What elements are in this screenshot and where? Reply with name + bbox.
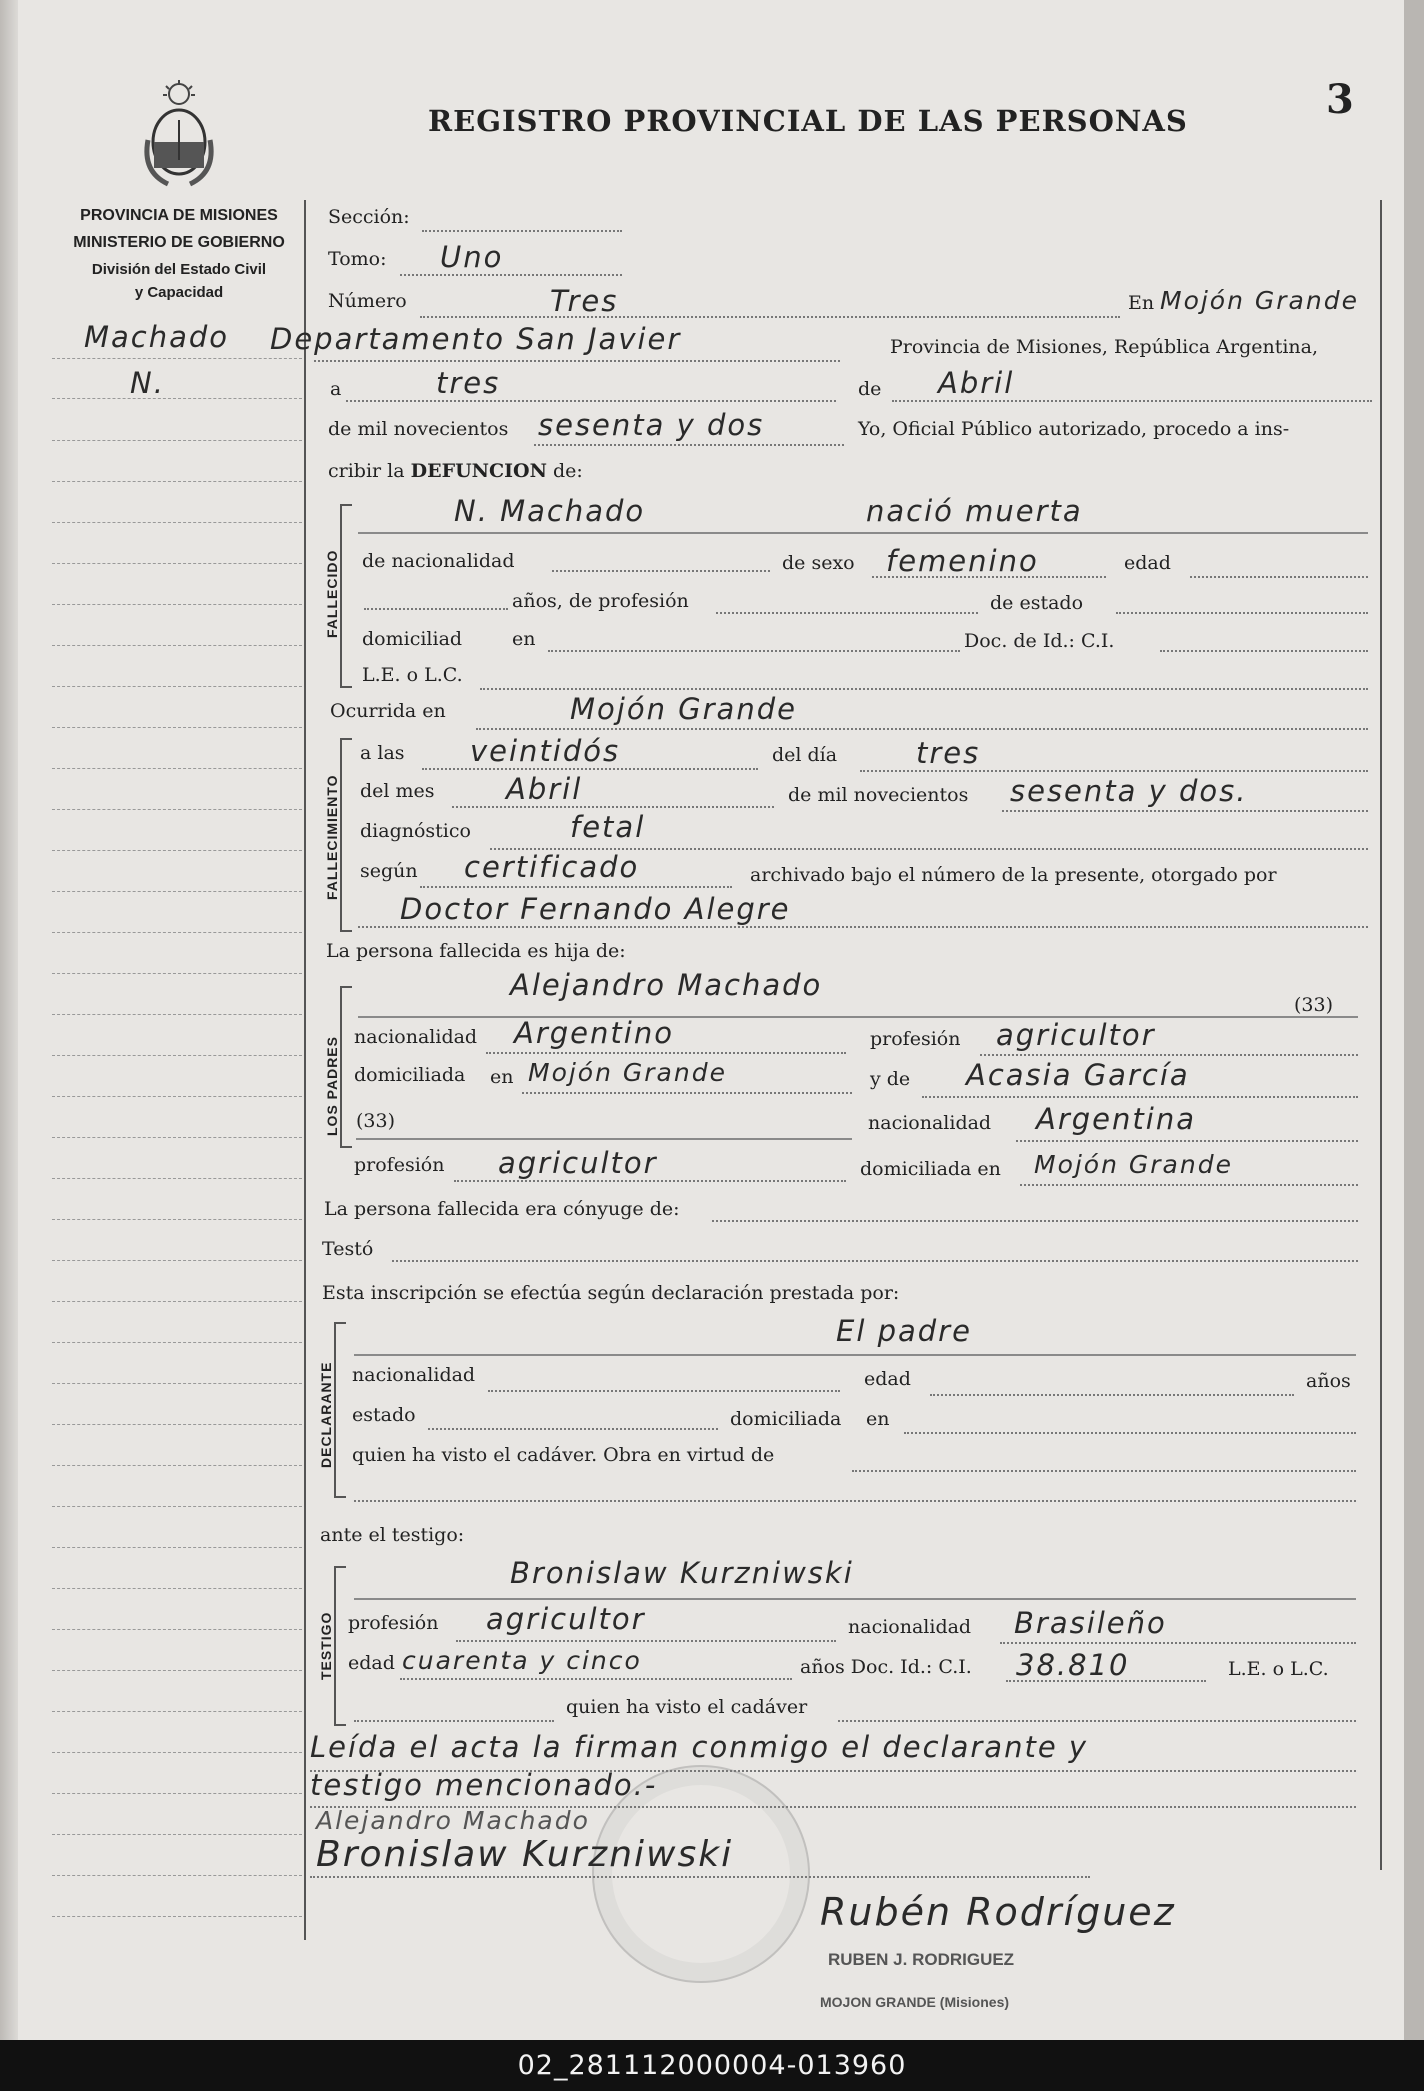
anios-profesion-label: años, de profesión (512, 590, 689, 612)
diagnostico-label: diagnóstico (360, 820, 471, 842)
declarante-intro: Esta inscripción se efectúa según declaración prestada por: (322, 1282, 900, 1304)
padres-bracket (340, 986, 352, 1148)
padre-profesion-line (980, 1054, 1358, 1056)
diagnostico-value: fetal (570, 810, 646, 844)
domiciliad-label: domiciliad (362, 628, 463, 650)
margin-rule (52, 604, 302, 605)
margin-rule (52, 522, 302, 523)
testigo-bracket (334, 1566, 346, 1726)
dia-value: tres (436, 366, 501, 400)
fallecimiento-side-label: FALLECIMIENTO (324, 774, 340, 900)
madre-value: Acasia García (966, 1058, 1190, 1092)
testigo-nombre: Bronislaw Kurzniwski (510, 1556, 854, 1590)
anios-line (364, 608, 508, 610)
madre-domiciliada-label: domiciliada en (860, 1158, 1001, 1180)
conyuge-label: La persona fallecida era cónyuge de: (324, 1198, 680, 1220)
y-de-label: y de (870, 1068, 911, 1090)
mes-value: Abril (938, 366, 1015, 400)
padre-edad: (33) (1294, 994, 1334, 1016)
archivado-text: archivado bajo el número de la presente, otorgado por (750, 864, 1277, 886)
a-las-label: a las (360, 742, 405, 764)
margin-rule (52, 645, 302, 646)
padre-value: Alejandro Machado (510, 968, 823, 1002)
fallecido-nombre: N. Machado (454, 494, 646, 528)
seccion-label: Sección: (328, 206, 410, 228)
cribir-text: cribir la (328, 460, 405, 482)
nacionalidad-padre-label: nacionalidad (354, 1026, 478, 1048)
ministry-line: División del Estado Civil (91, 261, 267, 278)
padre-nacionalidad-line (486, 1052, 846, 1054)
margin-rule (52, 1260, 302, 1261)
le-label: L.E. o L.C. (362, 664, 463, 686)
margin-rule (52, 1506, 302, 1507)
estado-label: de estado (990, 592, 1084, 614)
madre-nacionalidad: Argentina (1036, 1102, 1196, 1136)
testigo-ci-line (1006, 1680, 1206, 1682)
testigo-profesion-label: profesión (348, 1612, 439, 1634)
officer-stamp-name: RUBEN J. RODRIGUEZ (828, 1950, 1015, 1969)
testigo-nacionalidad: Brasileño (1014, 1606, 1167, 1640)
departamento-line (314, 360, 840, 362)
mes-fallecimiento-value: Abril (506, 772, 583, 806)
margin-name: Machado (84, 320, 230, 354)
margin-rule (52, 727, 302, 728)
margin-rule (52, 440, 302, 441)
margin-rule (52, 1096, 302, 1097)
margin-rule (52, 1711, 302, 1712)
signature-testigo: Bronislaw Kurzniwski (316, 1834, 734, 1875)
page-binding (0, 0, 18, 2040)
image-caption: 02_281112000004-013960 (0, 2040, 1424, 2091)
margin-rule (52, 1055, 302, 1056)
fallecido-nacio: nació muerta (866, 494, 1083, 528)
segun-line (420, 886, 732, 888)
margin-rule (52, 1383, 302, 1384)
declarante-side-label: DECLARANTE (318, 1361, 334, 1468)
sexo-label: de sexo (782, 552, 855, 574)
anio-value: sesenta y dos (538, 408, 765, 442)
testigo-visto-text: quien ha visto el cadáver (566, 1696, 808, 1718)
de-mil-label: de mil novecientos (328, 418, 509, 440)
madre-line (922, 1096, 1358, 1098)
padre-domicilio-line (522, 1092, 852, 1094)
frame-right (1380, 200, 1382, 1870)
testigo-edad-label: edad (348, 1652, 395, 1674)
testigo-side-label: TESTIGO (318, 1611, 334, 1680)
page-number: 3 (1326, 76, 1354, 123)
declarante-domiciliada-label: domiciliada (730, 1408, 842, 1430)
page-edge (1404, 0, 1424, 2040)
madre-profesion: agricultor (498, 1146, 658, 1180)
sexo-value: femenino (886, 544, 1039, 578)
testigo-edad: cuarenta y cinco (402, 1646, 642, 1675)
nacionalidad-label: de nacionalidad (362, 550, 515, 572)
anio-fallecimiento-value: sesenta y dos. (1010, 774, 1248, 808)
oficial-text: Yo, Oficial Público autorizado, procedo a ins- (858, 418, 1290, 440)
margin-rule (52, 481, 302, 482)
del-mes-label: del mes (360, 780, 435, 802)
mil-label: de mil novecientos (788, 784, 969, 806)
padres-intro: La persona fallecida es hija de: (326, 940, 626, 962)
officer-signature: Rubén Rodríguez (820, 1890, 1176, 1934)
margin-divider (304, 200, 306, 1940)
fallecido-name-line (358, 532, 1368, 534)
margin-rule (52, 398, 302, 399)
declarante-nacionalidad-line (488, 1390, 840, 1392)
declarante-visto-text: quien ha visto el cadáver. Obra en virtud de (352, 1444, 775, 1466)
mes-fallecimiento-line (452, 806, 774, 808)
numero-label: Número (328, 290, 407, 312)
margin-rule (52, 686, 302, 687)
en-padre-label: en (490, 1066, 514, 1088)
declarante-line (354, 1354, 1356, 1356)
officer-stamp-place: MOJON GRANDE (Misiones) (820, 1994, 1010, 2010)
testigo-nombre-line (354, 1598, 1356, 1600)
anio-line (534, 444, 844, 446)
padre-domicilio: Mojón Grande (528, 1058, 727, 1087)
closing-line2: testigo mencionado.- (310, 1768, 658, 1802)
madre-profesion-line (454, 1180, 846, 1182)
madre-edad: (33) (356, 1110, 396, 1132)
tomo-value: Uno (440, 240, 504, 274)
tomo-label: Tomo: (328, 248, 387, 270)
ocurrida-label: Ocurrida en (330, 700, 446, 722)
ministry-line: y Capacidad (134, 284, 224, 301)
en-label: En (1128, 292, 1155, 314)
domicilio-line (548, 650, 960, 652)
en-label-fallecido: en (512, 628, 536, 650)
domiciliada-padre-label: domiciliada (354, 1064, 466, 1086)
madre-domicilio-line (1020, 1184, 1358, 1186)
margin-initial: N. (130, 366, 165, 400)
edad-line (1190, 576, 1368, 578)
fallecido-side-label: FALLECIDO (324, 549, 340, 638)
padres-side-label: LOS PADRES (324, 1036, 340, 1136)
declarante-en-label: en (866, 1408, 890, 1430)
profesion-padre-label: profesión (870, 1028, 961, 1050)
ministry-line: PROVINCIA DE MISIONES (80, 207, 278, 224)
margin-rule (52, 1342, 302, 1343)
declarante-extra-line (354, 1500, 1356, 1502)
testigo-anios-doc-label: años Doc. Id.: C.I. (800, 1656, 972, 1678)
padre-line (358, 1016, 1358, 1018)
del-dia-label: del día (772, 744, 838, 766)
testigo-intro: ante el testigo: (320, 1524, 465, 1546)
margin-rule (52, 1629, 302, 1630)
nacionalidad-line (552, 570, 770, 572)
margin-rule (52, 1670, 302, 1671)
dia-line (346, 400, 836, 402)
mes-line (892, 400, 1372, 402)
coat-of-arms-icon (138, 80, 220, 188)
conyuge-line (712, 1220, 1358, 1222)
document-title: REGISTRO PROVINCIAL DE LAS PERSONAS (428, 104, 1188, 138)
declarante-anios-label: años (1306, 1370, 1351, 1392)
en-value: Mojón Grande (1160, 286, 1359, 315)
testigo-le-label: L.E. o L.C. (1228, 1658, 1329, 1680)
margin-rule (52, 1301, 302, 1302)
madre-nacionalidad-label: nacionalidad (868, 1112, 992, 1134)
otorgado-value: Doctor Fernando Alegre (400, 892, 791, 926)
declarante-edad-label: edad (864, 1368, 911, 1390)
declarante-edad-line (930, 1394, 1294, 1396)
margin-rule (52, 1834, 302, 1835)
testigo-visto-line (354, 1720, 554, 1722)
doc-label: Doc. de Id.: C.I. (964, 630, 1115, 652)
margin-rule (52, 1547, 302, 1548)
testigo-profesion: agricultor (486, 1602, 646, 1636)
cribir-line (328, 460, 583, 482)
hora-line (422, 768, 758, 770)
defuncion-text: DEFUNCION (410, 460, 547, 482)
segun-value: certificado (464, 850, 640, 884)
margin-rule (52, 563, 302, 564)
testigo-profesion-line (456, 1640, 836, 1642)
margin-rule (52, 932, 302, 933)
testo-line (392, 1260, 1358, 1262)
tomo-line (400, 274, 622, 276)
a-label: a (330, 378, 342, 400)
padre-profesion: agricultor (996, 1018, 1156, 1052)
madre-edad-line (356, 1138, 852, 1140)
margin-rule (52, 809, 302, 810)
signature-declarante: Alejandro Machado (316, 1806, 590, 1835)
departamento-value: Departamento San Javier (270, 322, 682, 356)
margin-rule (52, 1014, 302, 1015)
ocurrida-line (476, 728, 1368, 730)
ministry-block (46, 202, 312, 303)
margin-rule (52, 1875, 302, 1876)
ocurrida-value: Mojón Grande (570, 692, 797, 726)
doc-line (1160, 650, 1368, 652)
declarante-bracket (334, 1322, 346, 1498)
numero-line (420, 316, 1120, 318)
de-label: de (858, 378, 882, 400)
hora-value: veintidós (470, 734, 621, 768)
dia-fallecimiento-line (860, 770, 1368, 772)
margin-rule (52, 1793, 302, 1794)
margin-rule (52, 768, 302, 769)
testigo-edad-line (400, 1678, 792, 1680)
le-line (480, 688, 1368, 690)
closing-line1: Leída el acta la firman conmigo el declarante y (310, 1730, 1089, 1764)
margin-rule (52, 850, 302, 851)
margin-rule (52, 1137, 302, 1138)
fallecimiento-bracket (340, 738, 352, 932)
otorgado-line (358, 926, 1368, 928)
segun-label: según (360, 860, 418, 882)
testigo-visto-line2 (838, 1720, 1356, 1722)
testigo-ci: 38.810 (1016, 1648, 1130, 1682)
declarante-nacionalidad-label: nacionalidad (352, 1364, 476, 1386)
anio-fallecimiento-line (1002, 810, 1368, 812)
margin-rule (52, 1916, 302, 1917)
dia-fallecimiento-value: tres (916, 736, 981, 770)
margin-rule (52, 1219, 302, 1220)
profesion-line (716, 612, 978, 614)
numero-value: Tres (550, 284, 619, 318)
margin-rule (52, 1752, 302, 1753)
declarante-estado-line (428, 1428, 718, 1430)
testo-label: Testó (322, 1238, 374, 1260)
margin-rule (52, 1588, 302, 1589)
declarante-value: El padre (836, 1314, 972, 1348)
sexo-line (872, 576, 1106, 578)
fallecido-bracket (340, 504, 352, 688)
declarante-estado-label: estado (352, 1404, 416, 1426)
madre-nacionalidad-line (1016, 1140, 1358, 1142)
margin-rule (52, 1424, 302, 1425)
declarante-domicilio-line (904, 1432, 1356, 1434)
declarante-obra-line (852, 1470, 1356, 1472)
ministry-line: MINISTERIO DE GOBIERNO (73, 234, 285, 251)
margin-rule (52, 1178, 302, 1179)
estado-line (1116, 612, 1368, 614)
margin-rule (52, 973, 302, 974)
margin-rule (52, 891, 302, 892)
padre-nacionalidad: Argentino (514, 1016, 674, 1050)
seccion-line (422, 230, 622, 232)
closing-line3-rule (310, 1876, 1090, 1878)
edad-label: edad (1124, 552, 1171, 574)
margin-rule (52, 358, 302, 359)
de-colon: de: (552, 460, 583, 482)
madre-profesion-label: profesión (354, 1154, 445, 1176)
madre-domicilio: Mojón Grande (1034, 1150, 1233, 1179)
testigo-nacionalidad-line (1000, 1642, 1356, 1644)
margin-rule (52, 1465, 302, 1466)
testigo-nacionalidad-label: nacionalidad (848, 1616, 972, 1638)
provincia-text: Provincia de Misiones, República Argentina, (890, 336, 1319, 358)
